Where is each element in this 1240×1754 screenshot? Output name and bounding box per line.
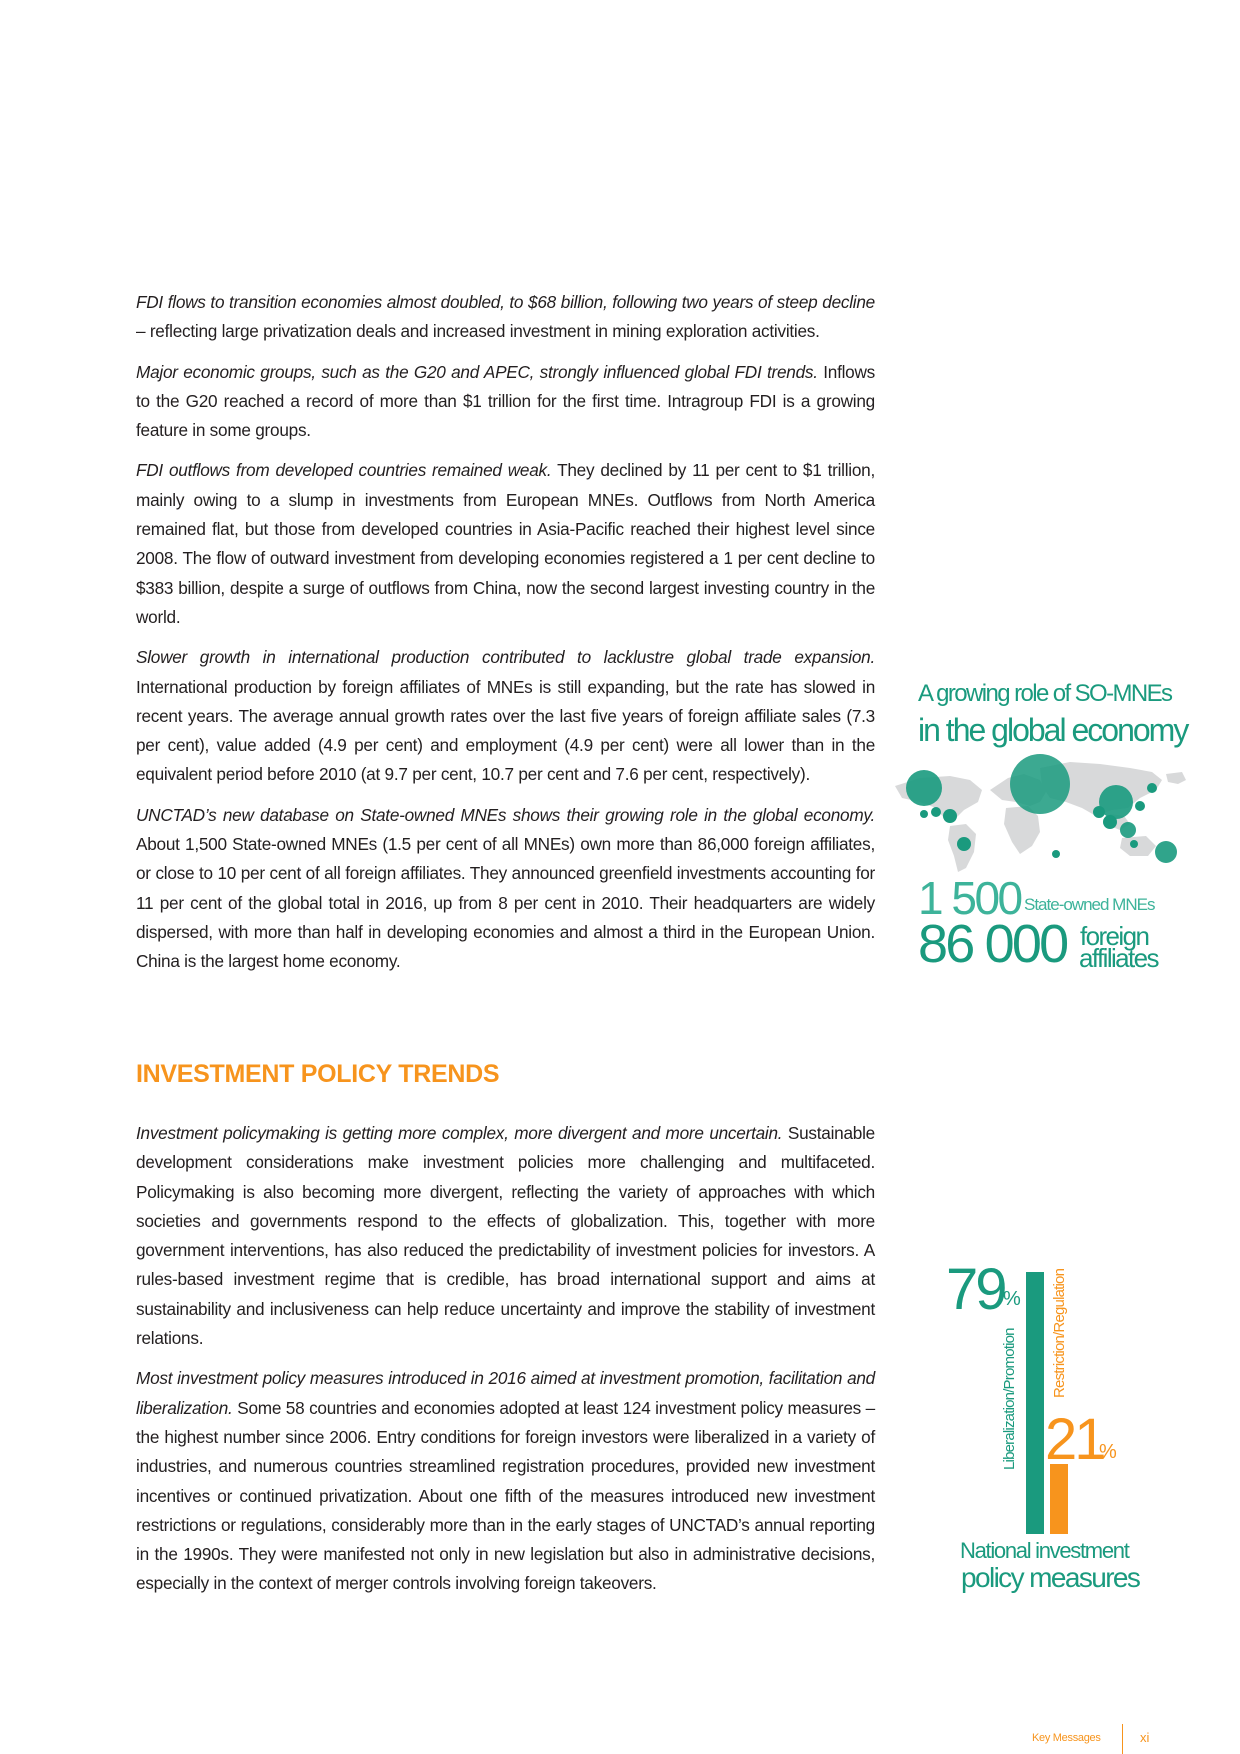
paragraph-lead: Investment policymaking is getting more complex, more divergent and more uncertain. [136,1123,783,1143]
footer-divider [1122,1724,1123,1754]
paragraph-body: They declined by 11 per cent to $1 trillion, mainly owing to a slump in investments from European MNEs. Outflows from North America remained flat, but those from developed countries in Asia-Pacific reached their highest level since 2008. The flow of outward investment from developing economies registered a 1 per cent decline to $383 billion, despite a surge of outflows from China, now the second largest investing country in the world. [136,460,875,627]
infographic-caption-line2: policy measures [961,1562,1140,1593]
paragraph-body: Inflows to the G20 reached a record of more than $1 trillion for the first time. Intragroup FDI is a growing feature in some groups. [136,361,875,441]
paragraph-body: Some 58 countries and economies adopted at least 124 investment policy measures – the highest number since 2006. Entry conditions for foreign investors were liberalized in a variety of industries, and numerous countries streamlined registration procedures, provided new investment incentives or continued privatization. About one fifth of the measures introduced new investment restrictions or regulations, considerably more than in the early stages of UNCTAD’s annual reporting in the 1990s. They were manifested not only in new legislation but also in administrative decisions, especially in the context of merger controls involving foreign takeovers. [136,1397,875,1594]
paragraph [136,643,875,789]
bubble-marker [1093,806,1105,818]
paragraph-lead: FDI flows to transition economies almost doubled, to $68 billion, following two years of steep decline [136,292,875,312]
restriction-percent: 21 [1045,1407,1104,1472]
paragraph-lead: Most investment policy measures introduced in 2016 aimed at investment promotion, facilitation and liberalization. [136,1368,875,1418]
bubble-marker [1147,783,1157,793]
bubble-marker [1130,840,1138,848]
liberalization-bar [1026,1272,1044,1534]
restriction-label: Restriction/Regulation [1051,1268,1068,1398]
paragraph-body: Sustainable development considerations make investment policies more challenging and multifaceted. Policymaking is also becoming more divergent, reflecting the variety of approaches with which societies and governments respond to the effects of globalization. This, together with more government interventions, has also reduced the predictability of investment policies for investors. A rules-based investment regime that is credible, has broad international support and aims at sustainability and inclusiveness can help reduce uncertainty and improve the stability of investment relations. [136,1123,875,1349]
policy-text-column [136,1119,875,1610]
bubble-marker [1103,815,1117,829]
bubble-marker [1010,754,1070,814]
paragraph [136,801,875,977]
liberalization-label: Liberalization/Promotion [1001,1328,1018,1470]
section-title: INVESTMENT POLICY TRENDS [136,1060,500,1088]
policy-measures-infographic [940,1258,1190,1598]
so-mne-infographic [890,680,1190,980]
bubble-marker [943,809,957,823]
bubble-marker [1052,850,1060,858]
infographic-caption-line1: National investment [960,1538,1129,1563]
bubble-marker [1120,822,1136,838]
state-owned-mnes-count: 1 500 [918,872,1021,924]
paragraph-lead: FDI outflows from developed countries remained weak. [136,460,552,481]
paragraph-lead: Major economic groups, such as the G20 and APEC, strongly influenced global FDI trends. [136,361,818,382]
paragraph-body: International production by foreign affiliates of MNEs is still expanding, but the rate has slowed in recent years. The average annual growth rates over the last five years of foreign affiliate sales (7.3 per cent), value added (4.9 per cent) and employment (4.9 per cent) were all lower than in the equivalent period before 2010 (at 9.7 per cent, 10.7 per cent and 7.6 per cent, respectively). [136,676,875,785]
paragraph [136,1364,875,1598]
bubble-marker [1135,801,1145,811]
bubble-marker [1155,841,1177,863]
paragraph [136,288,875,347]
foreign-affiliates-label-line2: affiliates [1079,943,1158,973]
bubble-marker [957,837,971,851]
bubble-marker [931,807,941,817]
infographic-title-line2: in the global economy [918,712,1188,748]
restriction-bar [1050,1464,1068,1534]
foreign-affiliates-count: 86 000 [918,914,1067,974]
bubble-marker [920,810,928,818]
bubble-marker [906,770,942,806]
fdi-text-column [136,288,875,988]
paragraph-lead: Slower growth in international production contributed to lacklustre global trade expansion. [136,647,875,668]
page-number: xi [1140,1730,1150,1745]
world-map-bubbles [890,750,1190,880]
paragraph [136,1119,875,1353]
paragraph [136,358,875,446]
restriction-percent-sign: % [1099,1441,1117,1463]
liberalization-percent-sign: % [1003,1288,1021,1310]
state-owned-mnes-label: State-owned MNEs [1024,895,1155,914]
paragraph-body: – reflecting large privatization deals and increased investment in mining exploration activities. [136,321,820,342]
footer-section-label: Key Messages [1032,1732,1101,1744]
paragraph [136,456,875,632]
paragraph-lead: UNCTAD’s new database on State-owned MNEs shows their growing role in the global economy. [136,804,875,825]
infographic-title-line1: A growing role of SO-MNEs [918,680,1172,707]
foreign-affiliates-label-line1: foreign [1080,921,1149,951]
liberalization-percent: 79 [946,1257,1005,1322]
paragraph-body: About 1,500 State-owned MNEs (1.5 per cent of all MNEs) own more than 86,000 foreign affiliates, or close to 10 per cent of all foreign affiliates. They announced greenfield investments accounting for 11 per cent of the global total in 2016, up from 8 per cent in 2010. Their headquarters are widely dispersed, with more than half in developing economies and almost a third in the European Union. China is the largest home economy. [136,834,875,972]
